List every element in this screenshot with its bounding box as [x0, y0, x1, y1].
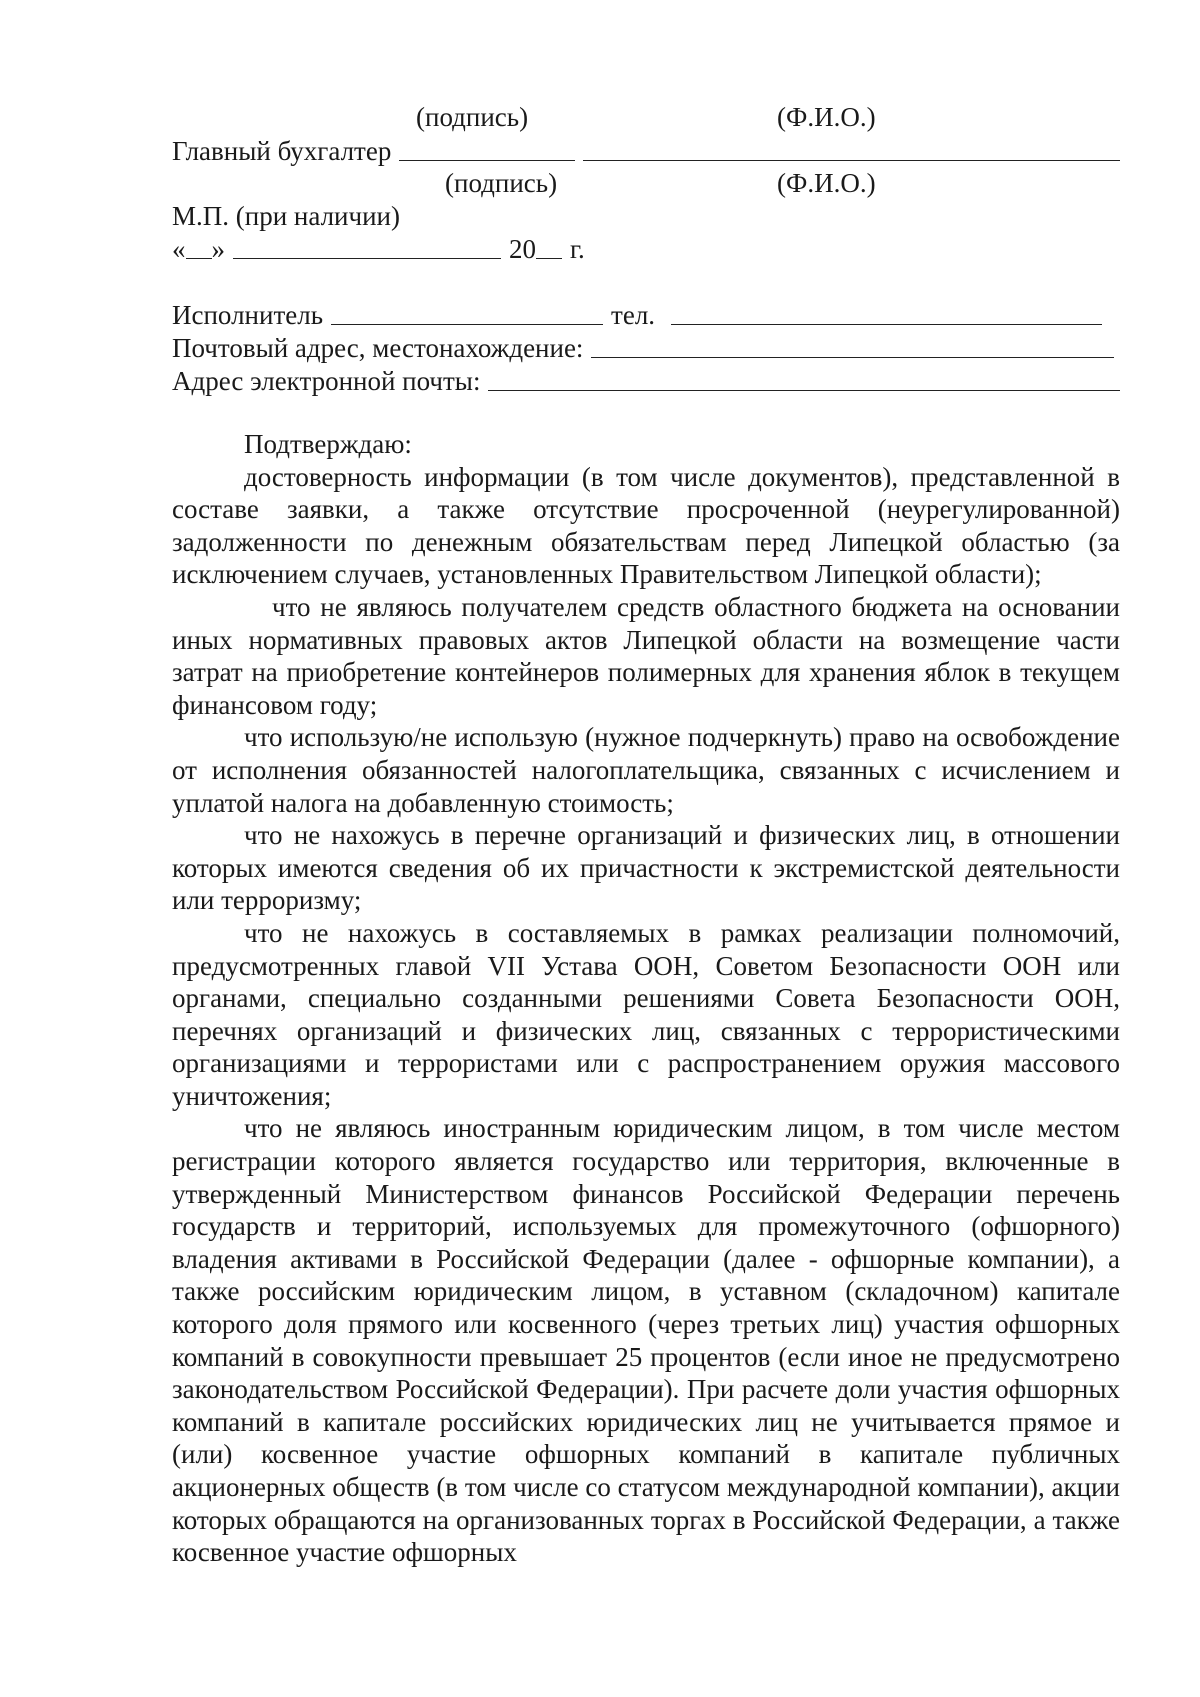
date-year-field[interactable]	[536, 234, 562, 259]
signature-caption-accountant: (подпись)	[445, 168, 558, 198]
date-line	[172, 232, 585, 264]
phone-label: тел.	[611, 300, 656, 330]
chief-accountant-name-field[interactable]	[583, 136, 1120, 161]
confirmation-section	[172, 428, 1120, 1569]
executor-label: Исполнитель	[172, 300, 324, 330]
email-line	[172, 364, 1120, 396]
fio-caption-accountant: (Ф.И.О.)	[777, 168, 876, 198]
executor-field[interactable]	[331, 300, 603, 325]
confirmation-paragraph: что не нахожусь в перечне организаций и физических лиц, в отношении которых имеются сведения об их причастности к экстремистской деятельности или терроризму;	[172, 820, 1120, 916]
email-field[interactable]	[488, 366, 1120, 391]
date-day-field[interactable]	[186, 234, 212, 259]
chief-accountant-line	[172, 134, 1120, 166]
confirmation-paragraph: что использую/не использую (нужное подчеркнуть) право на освобождение от исполнения обязанностей налогоплательщика, связанных с исчислением и уплатой налога на добавленную стоимость;	[172, 722, 1120, 818]
chief-accountant-signature-field[interactable]	[399, 136, 575, 161]
confirmation-heading: Подтверждаю:	[244, 429, 412, 459]
email-label: Адрес электронной почты:	[172, 366, 481, 396]
phone-field[interactable]	[671, 300, 1102, 325]
signature-caption-director: (подпись)	[416, 102, 529, 132]
stamp-label: М.П. (при наличии)	[172, 201, 400, 231]
date-month-field[interactable]	[233, 234, 501, 259]
executor-line	[172, 298, 1102, 330]
confirmation-paragraph: что не являюсь иностранным юридическим лицом, в том числе местом регистрации которого является государство или территория, включенные в утвержденный Министерством финансов Российской Федерации перечень государств и территорий, используемых для промежуточного (офшорного) владения активами в Российской Федерации (далее - офшорные компании), а также российским юридическим лицом, в уставном (складочном) капитале которого доля прямого или косвенного (через третьих лиц) участия офшорных компаний в совокупности превышает 25 процентов (если иное не предусмотрено законодательством Российской Федерации). При расчете доли участия офшорных компаний в капитале российских юридических лиц не учитывается прямое и (или) косвенное участие офшорных компаний в капитале публичных акционерных обществ (в том числе со статусом международной компании), акции которых обращаются на организованных торгах в Российской Федерации, а также косвенное участие офшорных	[172, 1113, 1120, 1568]
date-open-quote: «	[172, 234, 186, 264]
date-year-prefix: 20	[509, 234, 536, 264]
date-close-quote: »	[211, 234, 225, 264]
date-year-suffix: г.	[570, 234, 585, 264]
postal-address-label: Почтовый адрес, местонахождение:	[172, 333, 584, 363]
confirmation-paragraph: достоверность информации (в том числе документов), представленной в составе заявки, а также отсутствие просроченной (неурегулированной) задолженности по денежным обязательствам перед Липецкой областью (за исключением случаев, установленных Правительством Липецкой области);	[172, 461, 1120, 590]
postal-address-line	[172, 331, 1114, 363]
postal-address-field[interactable]	[591, 333, 1114, 358]
confirmation-paragraph: что не являюсь получателем средств областного бюджета на основании иных нормативных правовых актов Липецкой области на возмещение части затрат на приобретение контейнеров полимерных для хранения яблок в текущем финансовом году;	[172, 591, 1120, 720]
confirmation-paragraph: что не нахожусь в составляемых в рамках реализации полномочий, предусмотренных главой VII Устава ООН, Советом Безопасности ООН или органами, специально созданными решениями Совета Безопасности ООН, перечнях организаций и физических лиц, связанных с террористическими организациями и террористами или с распространением оружия массового уничтожения;	[172, 917, 1120, 1111]
stamp-line	[172, 199, 1120, 231]
fio-caption-director: (Ф.И.О.)	[777, 102, 876, 132]
chief-accountant-label: Главный бухгалтер	[172, 136, 392, 166]
